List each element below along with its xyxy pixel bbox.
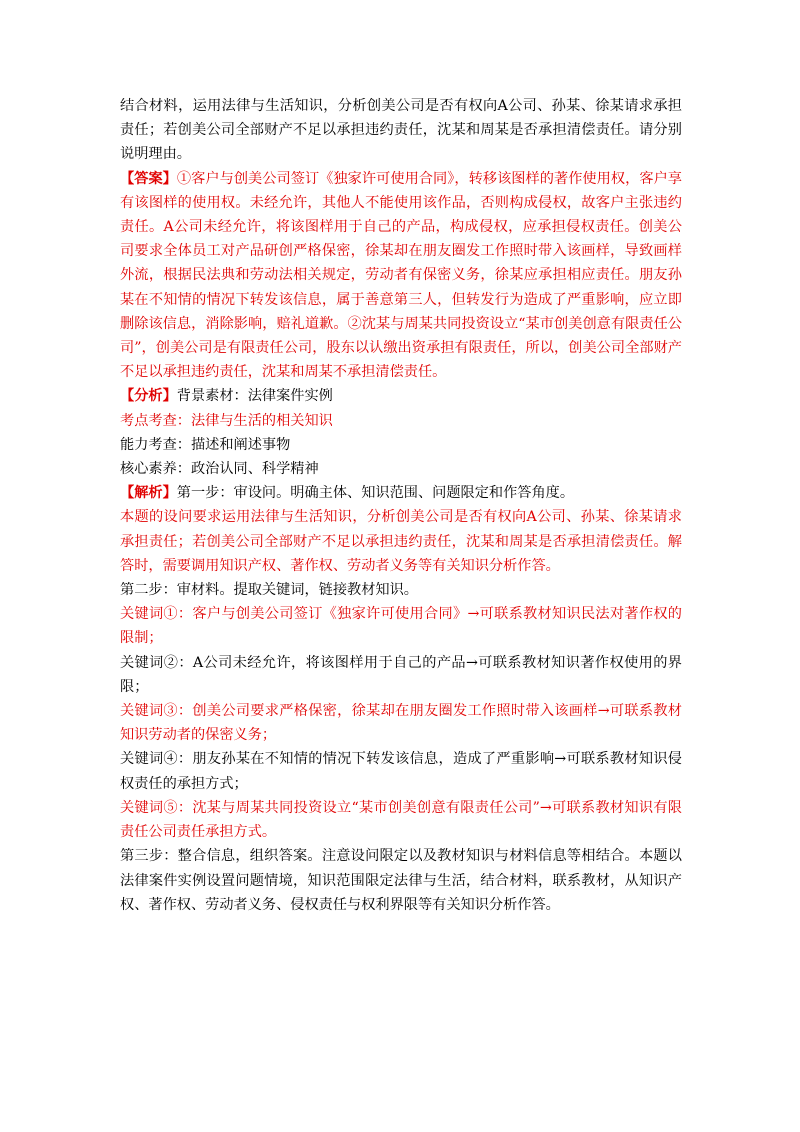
keyword-3: 关键词③：创美公司要求严格保密，徐某却在朋友圈发工作照时带入该画样→可联系教材知识劳动者的保密义务； bbox=[120, 703, 682, 744]
explanation-step2: 第二步：审材料。提取关键词，链接教材知识。 bbox=[120, 582, 418, 599]
explanation-tag: 【解析】 bbox=[120, 485, 177, 502]
keyword-1: 关键词①：客户与创美公司签订《独家许可使用合同》→可联系教材知识民法对著作权的限制； bbox=[120, 606, 682, 647]
analysis-paragraph bbox=[120, 384, 682, 408]
answer-paragraph bbox=[120, 167, 682, 385]
analysis-text: 背景素材：法律案件实例 bbox=[176, 388, 333, 405]
analysis-line-2: 能力考查：描述和阐述事物 bbox=[120, 436, 291, 453]
explanation-step1-text: 第一步：审设问。明确主体、知识范围、问题限定和作答角度。 bbox=[176, 485, 575, 502]
analysis-line-1: 考点考查：法律与生活的相关知识 bbox=[120, 412, 333, 429]
question-paragraph bbox=[120, 94, 682, 167]
explanation-step1-detail: 本题的设问要求运用法律与生活知识，分析创美公司是否有权向A公司、孙某、徐某请求承担责任；若创美公司全部财产不足以承担违约责任，沈某和周某是否承担清偿责任。解答时，需要调用知识产权、著作权、劳动者义务等有关知识分析作答。 bbox=[120, 509, 682, 574]
keyword-2: 关键词②：A公司未经允许，将该图样用于自己的产品→可联系教材知识著作权使用的界限； bbox=[120, 654, 682, 695]
explanation-step1 bbox=[120, 481, 682, 505]
analysis-line-3: 核心素养：政治认同、科学精神 bbox=[120, 461, 319, 478]
question-text: 结合材料，运用法律与生活知识，分析创美公司是否有权向A公司、孙某、徐某请求承担责任；若创美公司全部财产不足以承担违约责任，沈某和周某是否承担清偿责任。请分别说明理由。 bbox=[120, 98, 682, 163]
keyword-4: 关键词④：朋友孙某在不知情的情况下转发该信息，造成了严重影响→可联系教材知识侵权责任的承担方式； bbox=[120, 751, 682, 792]
explanation-step3: 第三步：整合信息，组织答案。注意设问限定以及教材知识与材料信息等相结合。本题以法律案件实例设置问题情境，知识范围限定法律与生活，结合材料，联系教材，从知识产权、著作权、劳动者义务、侵权责任与权利界限等有关知识分析作答。 bbox=[120, 848, 682, 913]
analysis-tag: 【分析】 bbox=[120, 388, 177, 405]
answer-tag: 【答案】 bbox=[120, 170, 177, 187]
keyword-5: 关键词⑤：沈某与周某共同投资设立“某市创美创意有限责任公司”→可联系教材知识有限责任公司责任承担方式。 bbox=[120, 799, 682, 841]
answer-text: ①客户与创美公司签订《独家许可使用合同》，转移该图样的著作使用权，客户享有该图样的使用权。未经允许，其他人不能使用该作品，否则构成侵权，故客户主张违约责任。A公司未经允许，将该图样用于自己的产品，构成侵权，应承担侵权责任。创美公司要求全体员工对产品研创严格保密，徐某却在朋友圈发工作照时带入该画样，导致画样外流，根据民法典和劳动法相关规定，劳动者有保密义务，徐某应承担相应责任。朋友孙某在不知情的情况下转发该信息，属于善意第三人，但转发行为造成了严重影响，应立即删除该信息，消除影响，赔礼道歉。②沈某与周某共同投资设立“某市创美创意有限责任公司”，创美公司是有限责任公司，股东以认缴出资承担有限责任，所以，创美公司全部财产不足以承担违约责任，沈某和周某不承担清偿责任。 bbox=[120, 170, 682, 381]
